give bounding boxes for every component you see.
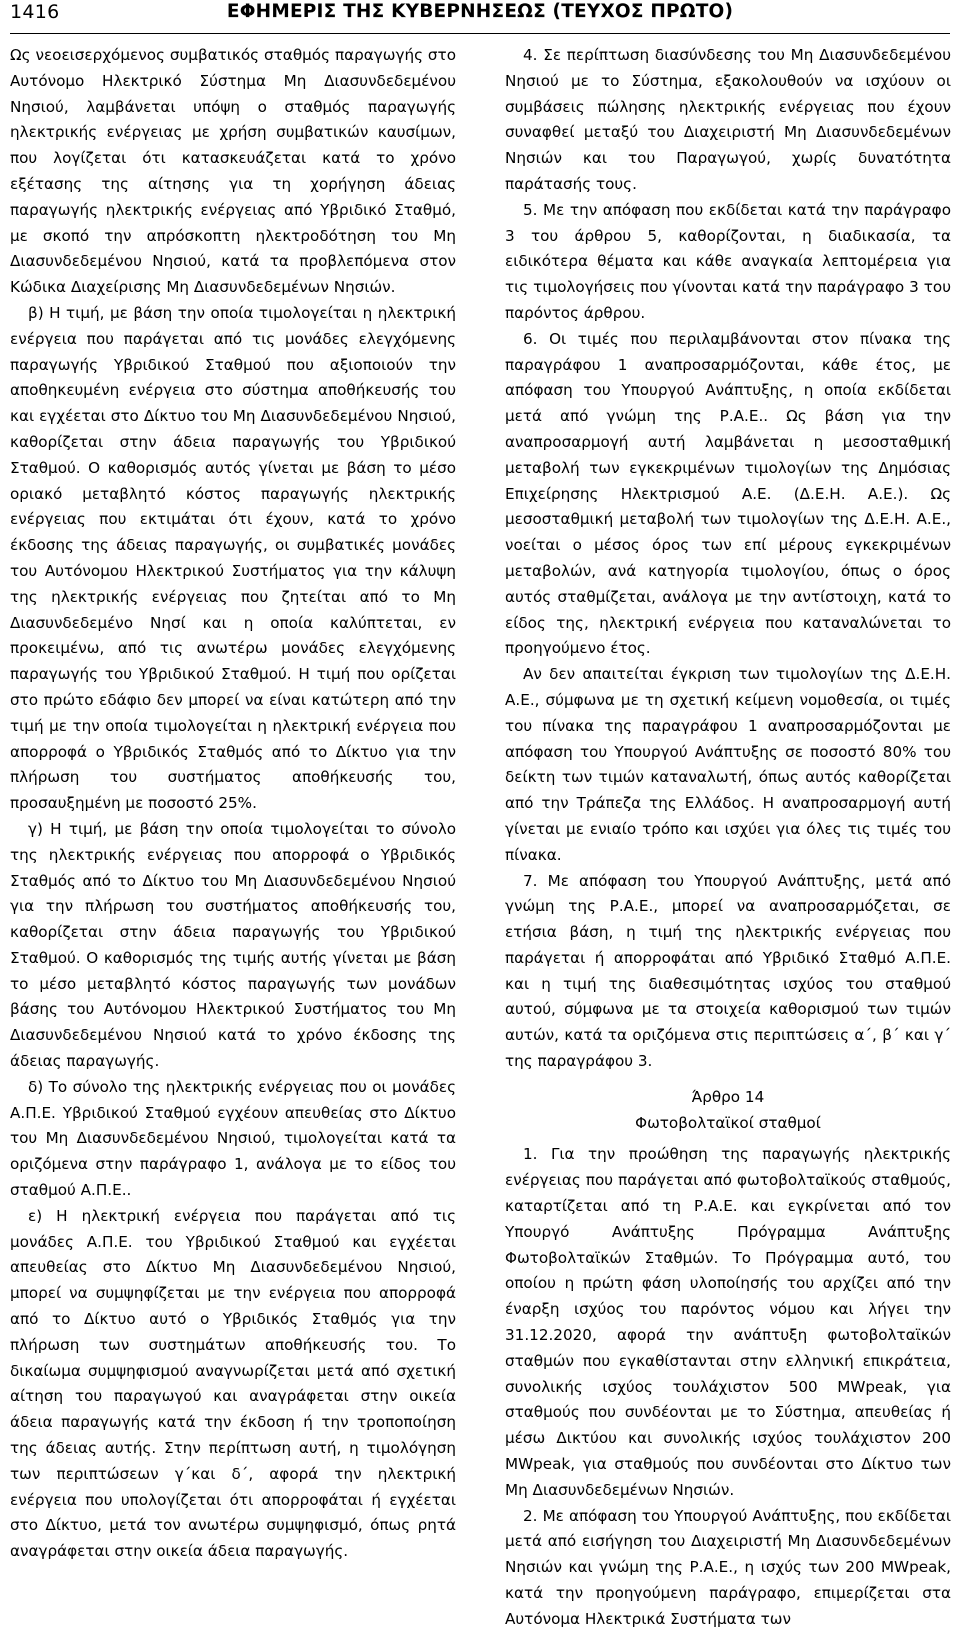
journal-title: ΕΦΗΜΕΡΙΣ ΤΗΣ ΚΥΒΕΡΝΗΣΕΩΣ (ΤΕΥΧΟΣ ΠΡΩΤΟ)	[226, 1, 734, 22]
header-rule	[10, 33, 950, 34]
paragraph: β) Η τιμή, με βάση την οποία τιμολογείται η ηλεκτρική ενέργεια που παράγεται από τις μονάδες ελεγχόμενης παραγωγής Υβριδικού Σταθμού που αξιοποιούν την αποθηκευμένη ενέργεια στο σύστημα αποθήκευσής του και εγχέεται στο Δίκτυο του Μη Διασυνδεδεμένου Νησιού, καθορίζεται στην άδεια παραγωγής του Υβριδικού Σταθμού. Ο καθορισμός αυτός γίνεται με βάση το μέσο οριακό μεταβλητό κόστος παραγωγής ηλεκτρικής ενέργειας που εκτιμάται ότι έχουν, κατά το χρόνο έκδοσης της άδειας παραγωγής, οι συμβατικές μονάδες του Αυτόνομου Ηλεκτρικού Συστήματος για την κάλυψη της ηλεκτρικής ενέργειας που ζητείται από το Μη Διασυνδεδεμένο Νησί και η οποία καλύπτεται, εν προκειμένω, από τις ανωτέρω μονάδες ελεγχόμενης παραγωγής του Υβριδικού Σταθμού. Η τιμή που ορίζεται στο πρώτο εδάφιο δεν μπορεί να είναι κατώτερη από την τιμή με την οποία τιμολογείται η ηλεκτρική ενέργεια που απορροφά ο Υβριδικός Σταθμός από το Δίκτυο για την πλήρωση του συστήματος αποθήκευσής του, προσαυξημένη με ποσοστό 25%.	[10, 303, 456, 813]
article-subtitle: Φωτοβολταϊκοί σταθμοί	[635, 1113, 821, 1132]
paragraph: Ως νεοεισερχόμενος συμβατικός σταθμός παραγωγής στο Αυτόνομο Ηλεκτρικό Σύστημα Μη Διασυνδεδεμένου Νησιού, λαμβάνεται υπόψη ο σταθμός παραγωγής ηλεκτρικής ενέργειας με χρήση συμβατικών καυσίμων, που λογίζεται ότι κατασκευάζεται κατά το χρόνο εξέτασης της αίτησης για τη χορήγηση άδειας παραγωγής ηλεκτρικής ενέργειας από Υβριδικό Σταθμό, με σκοπό την απρόσκοπτη ηλεκτροδότηση του Μη Διασυνδεδεμένου Νησιού, κατά τα προβλεπόμενα στον Κώδικα Διαχείρισης Μη Διασυνδεδεμένων Νησιών.	[10, 46, 456, 297]
right-column	[505, 43, 951, 1633]
paragraph: ε) Η ηλεκτρική ενέργεια που παράγεται από τις μονάδες Α.Π.Ε. του Υβριδικού Σταθμού και εγχέεται απευθείας στο Δίκτυο Μη Διασυνδεδεμένου Νησιού, μπορεί να συμψηφίζεται με την ενέργεια που απορροφά από το Δίκτυο αυτό ο Υβριδικός Σταθμός για την πλήρωση των συστημάτων αποθήκευσής του. Το δικαίωμα συμψηφισμού αναγνωρίζεται μετά από σχετική αίτηση του παραγωγού και αναγράφεται στην οικεία άδεια παραγωγής κατά την έκδοση ή την τροποποίηση της άδειας αυτής. Στην περίπτωση αυτή, η τιμολόγηση των περιπτώσεων γ΄και δ΄, αφορά την ηλεκτρική ενέργεια που υπολογίζεται ότι απορροφάται ή εγχέεται στο Δίκτυο, μετά τον ανωτέρω συμψηφισμό, όπως ρητά αναγράφεται στην οικεία άδεια παραγωγής.	[10, 1206, 456, 1561]
left-column	[10, 43, 456, 1565]
paragraph: 4. Σε περίπτωση διασύνδεσης του Μη Διασυνδεδεμένου Νησιού με το Σύστημα, εξακολουθούν να ισχύουν οι συμβάσεις πώλησης ηλεκτρικής ενέργειας που έχουν συναφθεί μεταξύ του Διαχειριστή Μη Διασυνδεδεμένων Νησιών και του Παραγωγού, χωρίς δυνατότητα παράτασής τους.	[505, 46, 951, 193]
paragraph: 1. Για την προώθηση της παραγωγής ηλεκτρικής ενέργειας που παράγεται από φωτοβολταϊκούς σταθμούς, καταρτίζεται από τη Ρ.Α.Ε. και εγκρίνεται από τον Υπουργό Ανάπτυξης Πρόγραμμα Ανάπτυξης Φωτοβολταϊκών Σταθμών. Το Πρόγραμμα αυτό, του οποίου η πρώτη φάση υλοποίησής του αρχίζει από την έναρξη ισχύος του παρόντος νόμου και λήγει την 31.12.2020, αφορά την ανάπτυξη φωτοβολταϊκών σταθμών που εγκαθίστανται στην ελληνική επικράτεια, συνολικής ισχύος τουλάχιστον 500 MWpeak, για σταθμούς που συνδέονται με το Σύστημα, απευθείας ή μέσω Δικτύου και συνολικής ισχύος τουλάχιστον 200 MWpeak, για σταθμούς που συνδέονται στο Δίκτυο των Μη Διασυνδεδεμένων Νησιών.	[505, 1145, 951, 1499]
paragraph: 2. Με απόφαση του Υπουργού Ανάπτυξης, που εκδίδεται μετά από εισήγηση του Διαχειριστή Μη Διασυνδεδεμένων Νησιών και γνώμη της Ρ.Α.Ε., η ισχύς των 200 MWpeak, κατά την προηγούμενη παράγραφο, επιμερίζεται στα Αυτόνομα Ηλεκτρικά Συστήματα των	[505, 1506, 951, 1628]
paragraph: Αν δεν απαιτείται έγκριση των τιμολογίων της Δ.Ε.Η. Α.Ε., σύμφωνα με τη σχετική κείμενη νομοθεσία, οι τιμές του πίνακα της παραγράφου 1 αναπροσαρμόζονται με απόφαση του Υπουργού Ανάπτυξης σε ποσοστό 80% του δείκτη των τιμών καταναλωτή, όπως αυτός καθορίζεται από την Τράπεζα της Ελλάδος. Η αναπροσαρμογή αυτή γίνεται με ενιαίο τρόπο και ισχύει για όλες τις τιμές του πίνακα.	[505, 665, 951, 864]
paragraph: γ) Η τιμή, με βάση την οποία τιμολογείται το σύνολο της ηλεκτρικής ενέργειας που απορροφά ο Υβριδικός Σταθμός από το Δίκτυο του Μη Διασυνδεδεμένου Νησιού για την πλήρωση του συστήματος αποθήκευσής του, καθορίζεται στην άδεια παραγωγής του Υβριδικού Σταθμού. Ο καθορισμός της τιμής αυτής γίνεται με βάση το μέσο μεταβλητό κόστος παραγωγής των μονάδων βάσης του Αυτόνομου Ηλεκτρικού Συστήματος του Μη Διασυνδεδεμένου Νησιού κατά το χρόνο έκδοσης της άδειας παραγωγής.	[10, 819, 456, 1071]
page-header	[10, 0, 950, 34]
article-title: Άρθρο 14	[691, 1087, 765, 1106]
paragraph: δ) Το σύνολο της ηλεκτρικής ενέργειας που οι μονάδες Α.Π.Ε. Υβριδικού Σταθμού εγχέουν απευθείας στο Δίκτυο του Μη Διασυνδεδεμένου Νησιού, τιμολογείται κατά τα οριζόμενα στην παράγραφο 1, ανάλογα με το είδος του σταθμού Α.Π.Ε..	[10, 1077, 456, 1200]
paragraph: 6. Οι τιμές που περιλαμβάνονται στον πίνακα της παραγράφου 1 αναπροσαρμόζονται, κάθε έτος, με απόφαση του Υπουργού Ανάπτυξης, η οποία εκδίδεται μετά από γνώμη της Ρ.Α.Ε.. Ως βάση για την αναπροσαρμογή αυτή λαμβάνεται η μεσοσταθμική μεταβολή των εγκεκριμένων τιμολογίων της Δημόσιας Επιχείρησης Ηλεκτρισμού Α.Ε. (Δ.Ε.Η. Α.Ε.). Ως μεσοσταθμική μεταβολή των τιμολογίων της Δ.Ε.Η. Α.Ε., νοείται ο μέσος όρος των επί μέρους εγκεκριμένων μεταβολών, ανά κατηγορία τιμολογίου, όπως ο όρος αυτός σταθμίζεται, ανάλογα με την αντίστοιχη, κατά το είδος της, ηλεκτρική ενέργεια που καταναλώνεται το προηγούμενο έτος.	[505, 329, 951, 658]
paragraph: 5. Με την απόφαση που εκδίδεται κατά την παράγραφο 3 του άρθρου 5, καθορίζονται, η διαδικασία, τα ειδικότερα θέματα και κάθε αναγκαία λεπτομέρεια για τις τιμολογήσεις που γίνονται κατά την παράγραφο 3 του παρόντος άρθρου.	[505, 200, 951, 322]
paragraph: 7. Με απόφαση του Υπουργού Ανάπτυξης, μετά από γνώμη της Ρ.Α.Ε., μπορεί να αναπροσαρμόζεται, σε ετήσια βάση, η τιμή της ηλεκτρικής ενέργειας που παράγεται ή απορροφάται από Υβριδικό Σταθμό Α.Π.Ε. και η τιμή της διαθεσιμότητας ισχύος του σταθμού αυτού, σύμφωνα με τα στοιχεία καθορισμού των τιμών αυτών, κατά τα οριζόμενα στις περιπτώσεις α΄, β΄ και γ΄ της παραγράφου 3.	[505, 871, 951, 1071]
page-number: 1416	[10, 1, 60, 23]
